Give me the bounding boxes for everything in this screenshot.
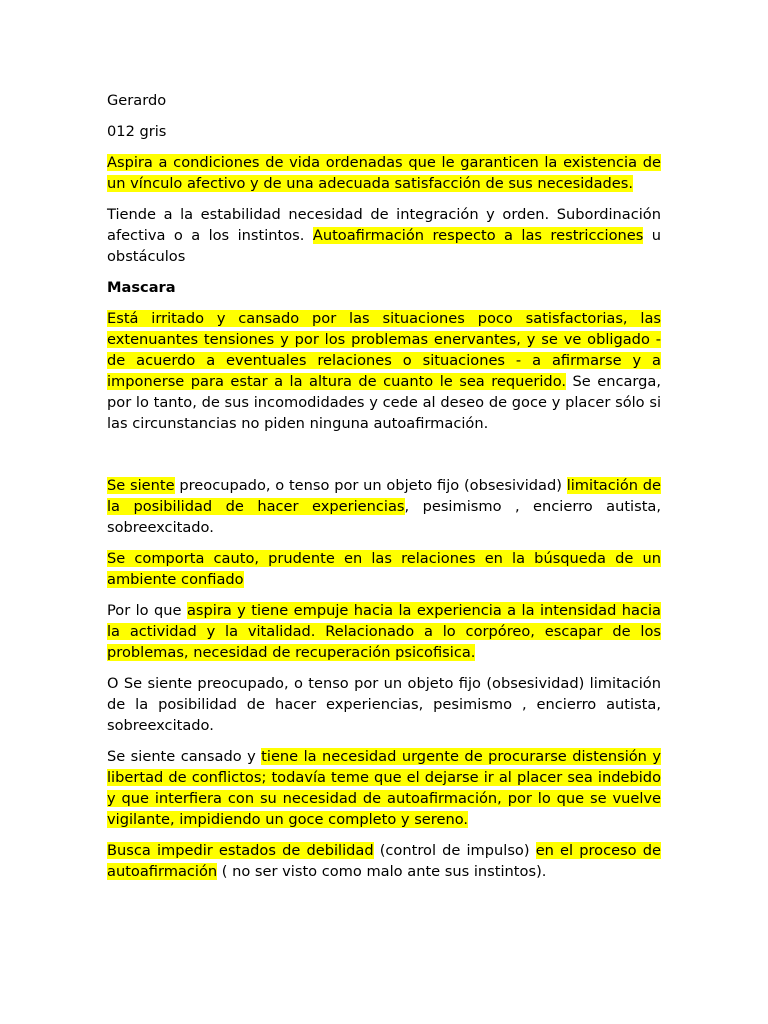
paragraph xyxy=(107,548,661,590)
paragraph xyxy=(107,308,661,434)
paragraph xyxy=(107,840,661,882)
doc-name-line xyxy=(107,90,661,111)
text-run: Se siente cansado y xyxy=(107,748,262,765)
highlighted-text: Está irritado y cansado por las situaciones poco satisfactorias, las extenuantes tensiones y por los problemas enervantes, y se ve obligado - de acuerdo a eventuales relaciones o situaciones - a afirmarse y a imponerse para estar a la altura de cuanto le sea requerido. xyxy=(107,310,661,390)
document-page xyxy=(107,90,661,892)
text-run: Por lo que xyxy=(107,602,187,619)
text-run: u obstáculos xyxy=(107,227,662,265)
text-run: Se encarga, por lo tanto, de sus incomodidades y cede al deseo de goce y placer sólo si las circunstancias no piden ninguna autoafirmación. xyxy=(107,373,661,432)
text-run: O Se siente preocupado, o tenso por un objeto fijo (obsesividad) limitación de la posibilidad de hacer experiencias, pesimismo , encierro autista, sobreexcitado. xyxy=(107,675,661,734)
text-run: Tiende a la estabilidad necesidad de integración y orden. Subordinación afectiva o a los instintos. xyxy=(107,206,661,244)
highlighted-text: Autoafirmación respecto a las restricciones xyxy=(312,227,644,244)
highlighted-text: en el proceso de autoafirmación xyxy=(107,842,661,880)
text-run: Gerardo xyxy=(107,92,167,109)
text-run: 012 gris xyxy=(107,123,167,140)
section-heading xyxy=(107,277,661,298)
paragraph xyxy=(107,600,661,663)
paragraph xyxy=(107,746,661,830)
highlighted-text: Busca impedir estados de debilidad xyxy=(107,842,374,859)
highlighted-text: aspira y tiene empuje hacia la experiencia a la intensidad hacia la actividad y la vitalidad. Relacionado a lo corpóreo, escapar de los problemas, necesidad de recuperación psicofisica. xyxy=(107,602,661,661)
empty-paragraph xyxy=(107,444,661,465)
text-run: (control de impulso) xyxy=(373,842,536,859)
doc-code-line xyxy=(107,121,661,142)
paragraph xyxy=(107,673,661,736)
highlighted-text: Se comporta cauto, prudente en las relaciones en la búsqueda de un ambiente confiado xyxy=(107,550,661,588)
highlighted-text: Aspira a condiciones de vida ordenadas que le garanticen la existencia de un vínculo afectivo y de una adecuada satisfacción de sus necesidades. xyxy=(107,154,661,192)
paragraph xyxy=(107,475,661,538)
highlighted-text: tiene la necesidad urgente de procurarse distensión y libertad de conflictos; todavía teme que el dejarse ir al placer sea indebido y que interfiera con su necesidad de autoafirmación, por lo que se vuelve vigilante, impidiendo un goce completo y sereno. xyxy=(107,748,661,828)
text-run: , pesimismo , encierro autista, sobreexcitado. xyxy=(107,498,662,536)
text-run: preocupado, o tenso por un objeto fijo (obsesividad) xyxy=(174,477,567,494)
paragraph xyxy=(107,204,661,267)
highlighted-text: limitación de la posibilidad de hacer experiencias xyxy=(107,477,662,515)
paragraph xyxy=(107,152,661,194)
highlighted-text: Se siente xyxy=(107,477,175,494)
text-run: ( no ser visto como malo ante sus instintos). xyxy=(217,863,547,880)
heading-text: Mascara xyxy=(107,279,176,296)
